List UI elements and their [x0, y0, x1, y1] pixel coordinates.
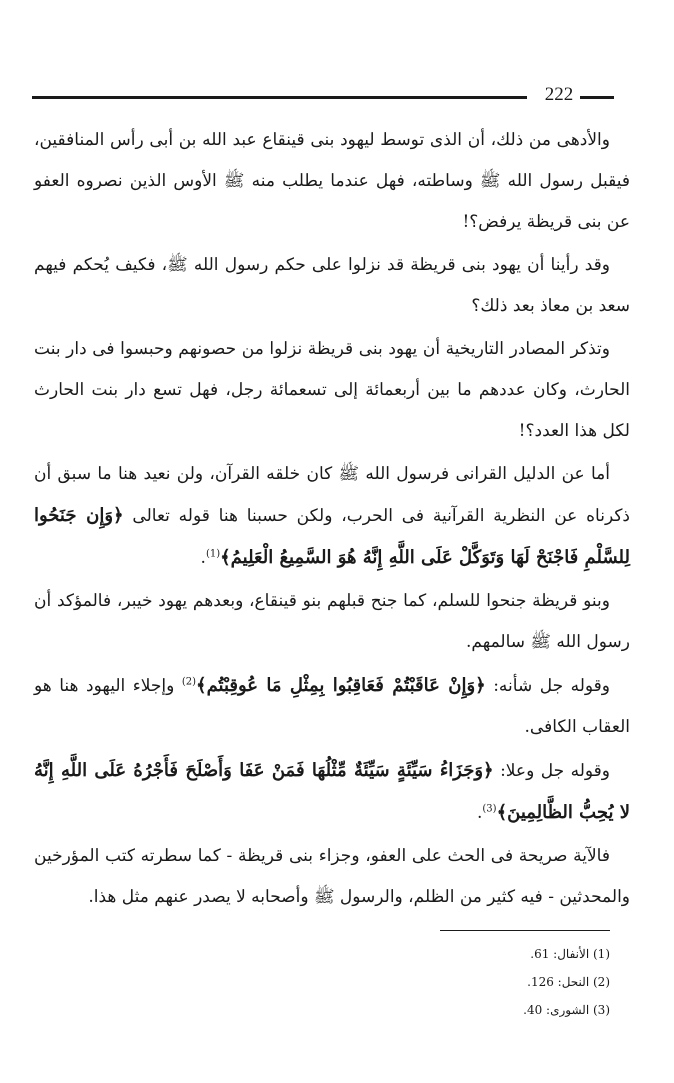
- footnote-ref: (3): [482, 803, 497, 815]
- paragraph: وقوله جل شأنه: ﴿وَإِنْ عَاقَبْتُمْ فَعَاقِبُوا بِمِثْلِ مَا عُوقِبْتُم﴾$^{(2)}$ وإجلاء اليهود هنا هو العقاب الكافى.: [34, 675, 630, 737]
- paragraph: وبنو قريظة جنحوا للسلم، كما جنح قبلهم بنو قينقاع، وبعدهم يهود خيبر، فالمؤكد أن رسول الله ﷺ سالمهم.: [34, 591, 630, 652]
- header-rule-left: [32, 96, 527, 99]
- paragraph: وقد رأينا أن يهود بنى قريظة قد نزلوا على حكم رسول الله ﷺ، فكيف يُحكم فيهم سعد بن معاذ بعد ذلك؟: [34, 255, 630, 316]
- paragraph: أما عن الدليل القرانى فرسول الله ﷺ كان خلقه القرآن، ولن نعيد هنا ما سبق أن ذكرناه عن النظرية القرآنية فى الحرب، ولكن حسبنا هنا قوله تعالى ﴿وَإِن جَنَحُوا لِلسَّلْمِ فَاجْنَحْ لَهَا وَتَوَكَّلْ عَلَى اللَّهِ إِنَّهُ هُوَ السَّمِيعُ الْعَلِيمُ﴾$^{(1)}$.: [34, 464, 630, 568]
- footnote: (3) الشورى: 40.: [523, 1003, 610, 1017]
- paragraph: والأدهى من ذلك، أن الذى توسط ليهود بنى قينقاع عبد الله بن أبى رأس المنافقين، فيقبل رسول الله ﷺ وساطته، فهل عندما يطلب منه ﷺ الأوس الذين نصروه العفو عن بنى قريظة يرفض؟!: [34, 130, 630, 232]
- quran-verse: ﴿وَجَزَاءُ سَيِّئَةٍ سَيِّئَةٌ مِّثْلُهَا فَمَنْ عَفَا وَأَصْلَحَ فَأَجْرُهُ عَلَى اللَّهِ إِنَّهُ لا يُحِبُّ الظَّالِمِينَ﴾: [34, 760, 630, 823]
- quran-verse: ﴿وَإِنْ عَاقَبْتُمْ فَعَاقِبُوا بِمِثْلِ مَا عُوقِبْتُم﴾: [196, 675, 486, 696]
- paragraph: وتذكر المصادر التاريخية أن يهود بنى قريظة نزلوا من حصونهم وحبسوا فى دار بنت الحارث، وكان عددهم ما بين أربعمائة إلى تسعمائة رجل، فهل تسع دار بنت الحارث لكل هذا العدد؟!: [34, 339, 630, 441]
- page-header: [32, 86, 614, 110]
- footnotes: [310, 940, 610, 1024]
- footnote: (1) الأنفال: 61.: [530, 947, 610, 961]
- body-text: [34, 120, 630, 920]
- quran-verse: ﴿وَإِن جَنَحُوا لِلسَّلْمِ فَاجْنَحْ لَهَا وَتَوَكَّلْ عَلَى اللَّهِ إِنَّهُ هُوَ السَّمِيعُ الْعَلِيمُ﴾: [34, 505, 630, 568]
- footnote-ref: (2): [181, 676, 197, 688]
- page-number: 222: [544, 84, 574, 105]
- footnote: (2) النحل: 126.: [527, 975, 610, 989]
- footnote-ref: (1): [205, 548, 221, 560]
- paragraph: فالآية صريحة فى الحث على العفو، وجزاء بنى قريظة - كما سطرته كتب المؤرخين والمحدثين - فيه كثير من الظلم، والرسول ﷺ وأصحابه لا يصدر عنهم مثل هذا.: [34, 846, 630, 907]
- paragraph: وقوله جل وعلا: ﴿وَجَزَاءُ سَيِّئَةٍ سَيِّئَةٌ مِّثْلُهَا فَمَنْ عَفَا وَأَصْلَحَ فَأَجْرُهُ عَلَى اللَّهِ إِنَّهُ لا يُحِبُّ الظَّالِمِينَ﴾$^{(3)}$.: [34, 760, 630, 823]
- header-rule-right: [580, 96, 614, 99]
- footnote-separator: [440, 930, 610, 931]
